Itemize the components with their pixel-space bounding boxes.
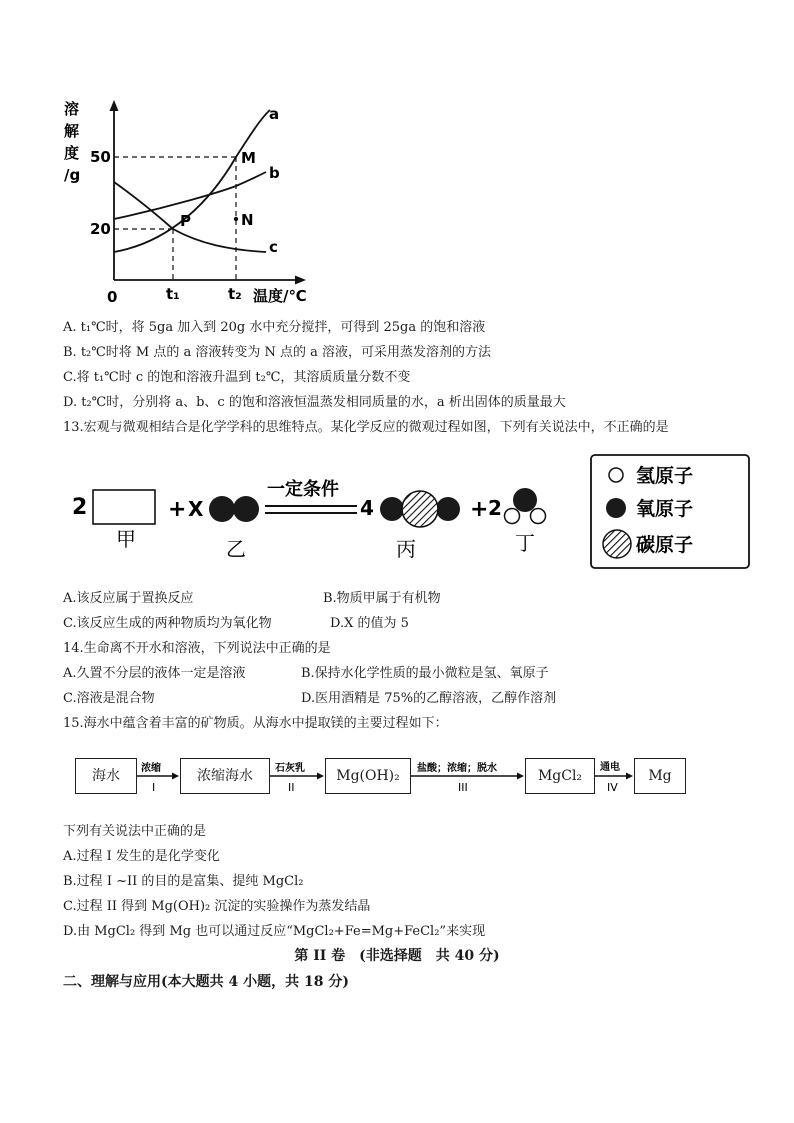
q13-option-b: B.物质甲属于有机物 [323, 591, 441, 606]
legend-carbon: 碳原子 [636, 534, 694, 556]
q14-option-b: B.保持水化学性质的最小微粒是氢、氧原子 [301, 666, 549, 681]
ytick-50: 50 [90, 148, 111, 166]
q12-option-a: A. t₁℃时，将 5ga 加入到 20g 水中充分搅拌，可得到 25ga 的饱和溶液 [63, 320, 486, 335]
label-b: b [269, 164, 280, 182]
flow-box-concentrated: 浓缩海水 [180, 758, 270, 794]
coef-jia: 2 [72, 495, 88, 520]
arrow-bottom-2: II [288, 781, 295, 794]
condition-text: 一定条件 [267, 479, 339, 500]
ytick-20: 20 [90, 220, 111, 238]
q14-stem: 14.生命离不开水和溶液，下列说法中正确的是 [63, 641, 331, 656]
xtick-0: 0 [107, 288, 118, 306]
coef-ding: 2 [488, 496, 502, 520]
graph-ylabel-2: 解 [64, 122, 80, 140]
label-M: M [241, 149, 256, 167]
q13-stem: 13.宏观与微观相结合是化学学科的思维特点。某化学反应的微观过程如图，下列有关说法中，不正确的是 [63, 420, 669, 435]
q13-option-d: D.X 的值为 5 [330, 616, 409, 631]
x-axis-label: 温度/℃ [253, 287, 307, 305]
q13-option-c: C.该反应生成的两种物质均为氧化物 [63, 616, 272, 631]
arrow-bottom-4: IV [607, 781, 618, 794]
flow-box-mgoh2: Mg(OH)₂ [325, 758, 411, 794]
x-coef: X [188, 497, 204, 521]
arrow-top-3: 盐酸；浓缩；脱水 [417, 763, 497, 774]
q12-option-b: B. t₂℃时将 M 点的 a 溶液转变为 N 点的 a 溶液，可采用蒸发溶剂的方法 [63, 345, 492, 360]
q15-option-b: B.过程 I ~II 的目的是富集、提纯 MgCl₂ [63, 874, 304, 889]
label-N: N [241, 211, 254, 229]
graph-ylabel-3: 度 [64, 144, 80, 162]
label-a: a [269, 105, 280, 123]
name-ding: 丁 [515, 531, 535, 555]
q15-stem: 15.海水中蕴含着丰富的矿物质。从海水中提取镁的主要过程如下： [63, 716, 448, 731]
q15-ask: 下列有关说法中正确的是 [63, 824, 207, 839]
name-yi: 乙 [226, 537, 246, 561]
name-jia: 甲 [116, 527, 136, 551]
flow-box-seawater: 海水 [75, 758, 137, 794]
q12-option-d: D. t₂℃时，分别将 a、b、c 的饱和溶液恒温蒸发相同质量的水，a 析出固体的质量最大 [63, 395, 566, 410]
arrow-bottom-3: III [458, 781, 468, 794]
label-P: P [180, 212, 191, 230]
plus-2: + [470, 497, 489, 522]
part2-heading: 二、理解与应用(本大题共 4 小题，共 18 分) [63, 974, 349, 990]
q12-option-c: C.将 t₁℃时 c 的饱和溶液升温到 t₂℃，其溶质质量分数不变 [63, 370, 411, 385]
flow-box-mg: Mg [634, 758, 686, 794]
xtick-t1: t₁ [166, 285, 180, 303]
q14-option-a: A.久置不分层的液体一定是溶液 [63, 666, 246, 681]
label-c: c [269, 238, 278, 256]
q15-option-d: D.由 MgCl₂ 得到 Mg 也可以通过反应“MgCl₂+Fe=Mg+FeCl₂”来实现 [63, 924, 486, 939]
arrow-top-2: 石灰乳 [275, 763, 305, 774]
plus-1: + [168, 497, 187, 522]
arrow-bottom-1: I [152, 781, 156, 794]
arrow-top-1: 浓缩 [141, 763, 161, 774]
q15-option-a: A.过程 I 发生的是化学变化 [63, 849, 220, 864]
flow-box-mgcl2: MgCl₂ [525, 758, 595, 794]
q15-option-c: C.过程 II 得到 Mg(OH)₂ 沉淀的实验操作为蒸发结晶 [63, 899, 371, 914]
name-bing: 丙 [396, 537, 416, 561]
graph-ylabel-4: /g [64, 166, 81, 184]
section-title: 第 II 卷 (非选择题 共 40 分) [294, 948, 500, 964]
coef-bing: 4 [360, 496, 374, 520]
xtick-t2: t₂ [228, 285, 242, 303]
graph-ylabel-1: 溶 [64, 100, 80, 118]
arrow-top-4: 通电 [600, 762, 620, 773]
q13-option-a: A.该反应属于置换反应 [63, 591, 194, 606]
legend-hydrogen: 氢原子 [636, 465, 694, 487]
q14-option-d: D.医用酒精是 75%的乙醇溶液，乙醇作溶剂 [301, 691, 557, 706]
legend-oxygen: 氧原子 [636, 498, 694, 520]
q14-option-c: C.溶液是混合物 [63, 691, 155, 706]
